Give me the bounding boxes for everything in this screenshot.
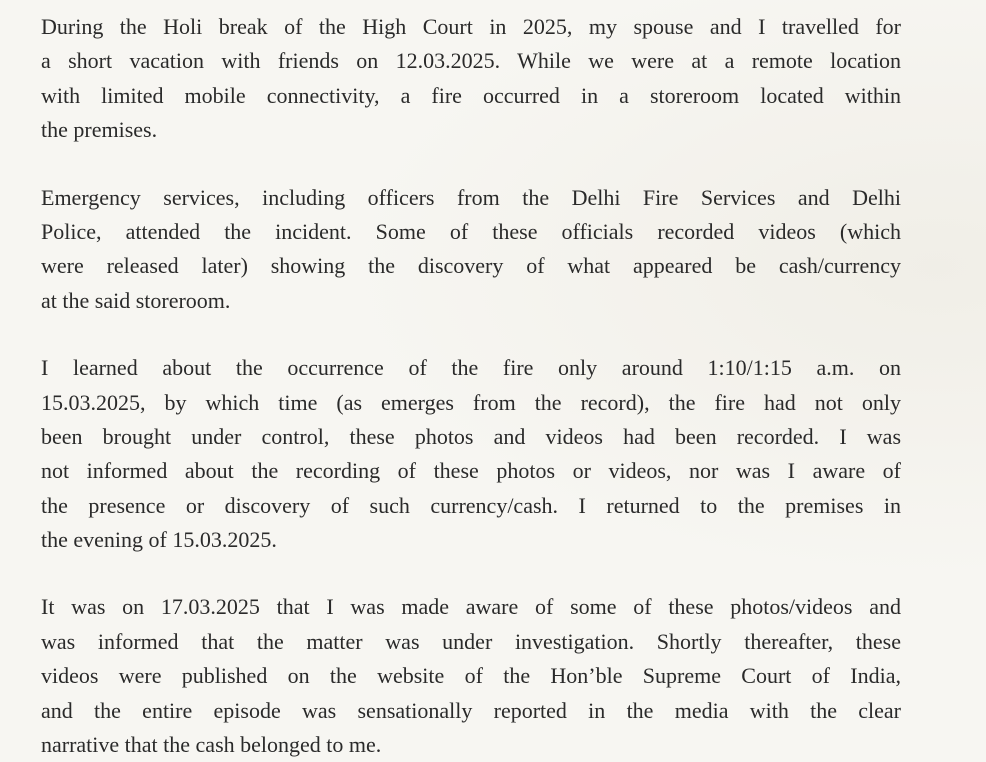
- text-line: a short vacation with friends on 12.03.2025. While we were at a remote location: [41, 48, 901, 74]
- text-line: During the Holi break of the High Court in 2025, my spouse and I travelled for: [41, 14, 901, 39]
- text-line: the evening of 15.03.2025.: [41, 527, 277, 553]
- text-line: the presence or discovery of such currency/cash. I returned to the premises in: [41, 492, 901, 518]
- text-line: with limited mobile connectivity, a fire occurred in a storeroom located within: [41, 82, 901, 108]
- paragraph-2: [41, 181, 901, 319]
- text-line: been brought under control, these photos and videos had been recorded. I was: [41, 423, 901, 449]
- text-line: videos were published on the website of the Hon’ble Supreme Court of India,: [41, 663, 901, 689]
- text-line: It was on 17.03.2025 that I was made aware of some of these photos/videos and: [41, 594, 901, 620]
- text-line: the premises.: [41, 117, 158, 143]
- text-line: narrative that the cash belonged to me.: [41, 732, 382, 758]
- paragraph-4: [41, 590, 901, 762]
- text-line: and the entire episode was sensationally reported in the media with the clear: [41, 697, 901, 723]
- text-line: I learned about the occurrence of the fire only around 1:10/1:15 a.m. on: [41, 355, 901, 381]
- paragraph-3: [41, 351, 901, 557]
- text-line: 15.03.2025, by which time (as emerges from the record), the fire had not only: [41, 389, 901, 415]
- text-line: Police, attended the incident. Some of these officials recorded videos (which: [41, 218, 901, 244]
- text-line: at the said storeroom.: [41, 287, 231, 313]
- document-body: [41, 10, 901, 762]
- text-line: not informed about the recording of these photos or videos, nor was I aware of: [41, 458, 901, 484]
- text-line: were released later) showing the discovery of what appeared be cash/currency: [41, 253, 901, 279]
- text-line: Emergency services, including officers from the Delhi Fire Services and Delhi: [41, 184, 901, 210]
- paragraph-1: [41, 10, 901, 148]
- text-line: was informed that the matter was under investigation. Shortly thereafter, these: [41, 628, 901, 654]
